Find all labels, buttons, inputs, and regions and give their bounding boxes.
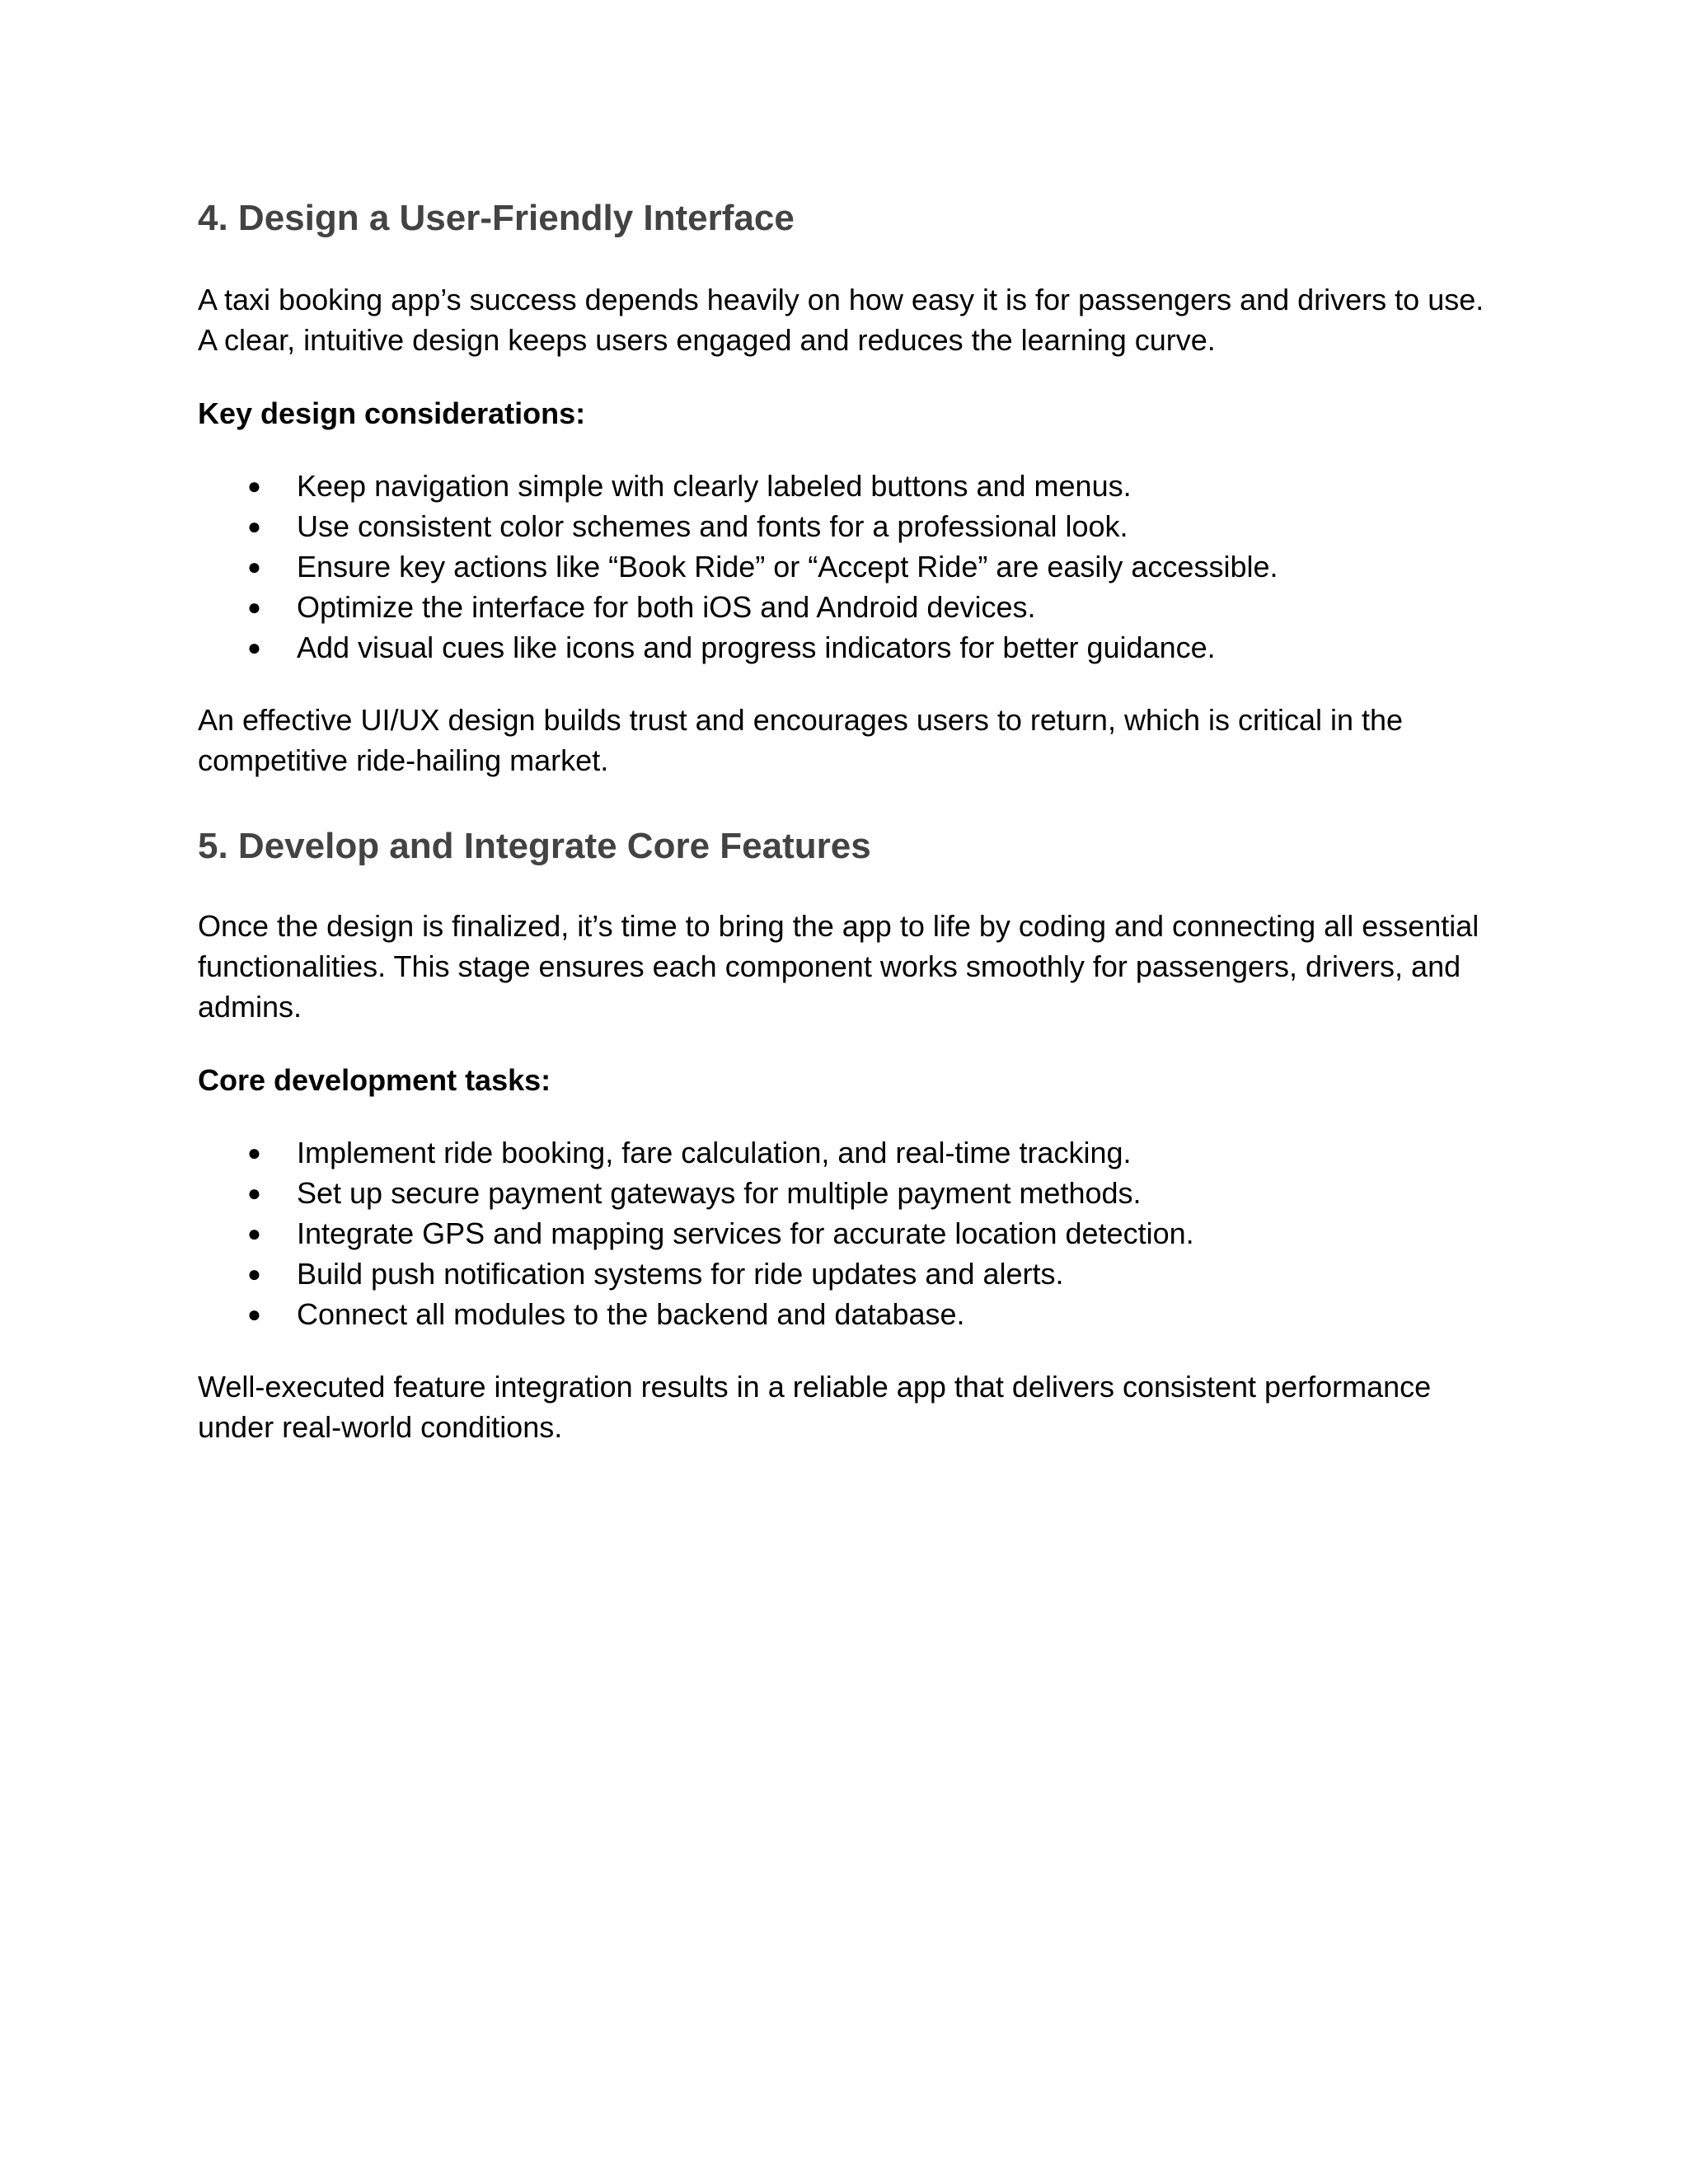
bullet-icon: ● (247, 1301, 261, 1327)
bullet-icon: ● (247, 1261, 261, 1286)
list-item (198, 1173, 1194, 1213)
list-item-text: Implement ride booking, fare calculation, and real-time tracking. (297, 1136, 1132, 1169)
list-item (198, 1254, 1194, 1294)
list-item (198, 1213, 1194, 1254)
list-lead-features: Core development tasks: (198, 1063, 551, 1097)
list-item (198, 627, 1278, 668)
list-item (198, 1132, 1194, 1173)
list-item (198, 466, 1278, 506)
section-intro-features: Once the design is finalized, it’s time to bring the app to life by coding and connecting all essential functionalities. This stage ensures each component works smoothly for passengers, drivers, and admins. (198, 909, 1479, 1024)
bullet-icon: ● (247, 1140, 261, 1165)
bullet-icon: ● (247, 1180, 261, 1206)
list-item-text: Ensure key actions like “Book Ride” or “Accept Ride” are easily accessible. (297, 550, 1278, 583)
bullet-icon: ● (247, 635, 261, 660)
list-item-text: Build push notification systems for ride updates and alerts. (297, 1257, 1064, 1291)
list-item-text: Optimize the interface for both iOS and Android devices. (297, 590, 1036, 624)
list-item-text: Integrate GPS and mapping services for accurate location detection. (297, 1216, 1194, 1250)
bullet-icon: ● (247, 1221, 261, 1246)
bullet-icon: ● (247, 513, 261, 539)
bullet-icon: ● (247, 554, 261, 579)
list-item-text: Connect all modules to the backend and database. (297, 1297, 965, 1331)
list-item (198, 587, 1278, 627)
section-heading-features: 5. Develop and Integrate Core Features (198, 826, 871, 866)
bullet-list-design (198, 466, 1278, 668)
list-item-text: Keep navigation simple with clearly labeled buttons and menus. (297, 469, 1132, 503)
bullet-icon: ● (247, 594, 261, 620)
list-item (198, 546, 1278, 587)
list-lead-design: Key design considerations: (198, 396, 586, 430)
section-heading-design: 4. Design a User-Friendly Interface (198, 198, 795, 238)
list-item (198, 506, 1278, 546)
list-item-text: Add visual cues like icons and progress indicators for better guidance. (297, 630, 1216, 664)
bullet-icon: ● (247, 473, 261, 499)
list-item-text: Use consistent color schemes and fonts for a professional look. (297, 509, 1128, 543)
section-outro-design: An effective UI/UX design builds trust and encourages users to return, which is critical in the competitive ride-hailing market. (198, 703, 1404, 777)
section-intro-design: A taxi booking app’s success depends heavily on how easy it is for passengers and drivers to use. A clear, intuitive design keeps users engaged and reduces the learning curve. (198, 283, 1484, 357)
section-outro-features: Well-executed feature integration results in a reliable app that delivers consistent performance under real-world conditions. (198, 1370, 1432, 1444)
list-item (198, 1294, 1194, 1334)
bullet-list-features (198, 1132, 1194, 1334)
list-item-text: Set up secure payment gateways for multiple payment methods. (297, 1176, 1142, 1210)
